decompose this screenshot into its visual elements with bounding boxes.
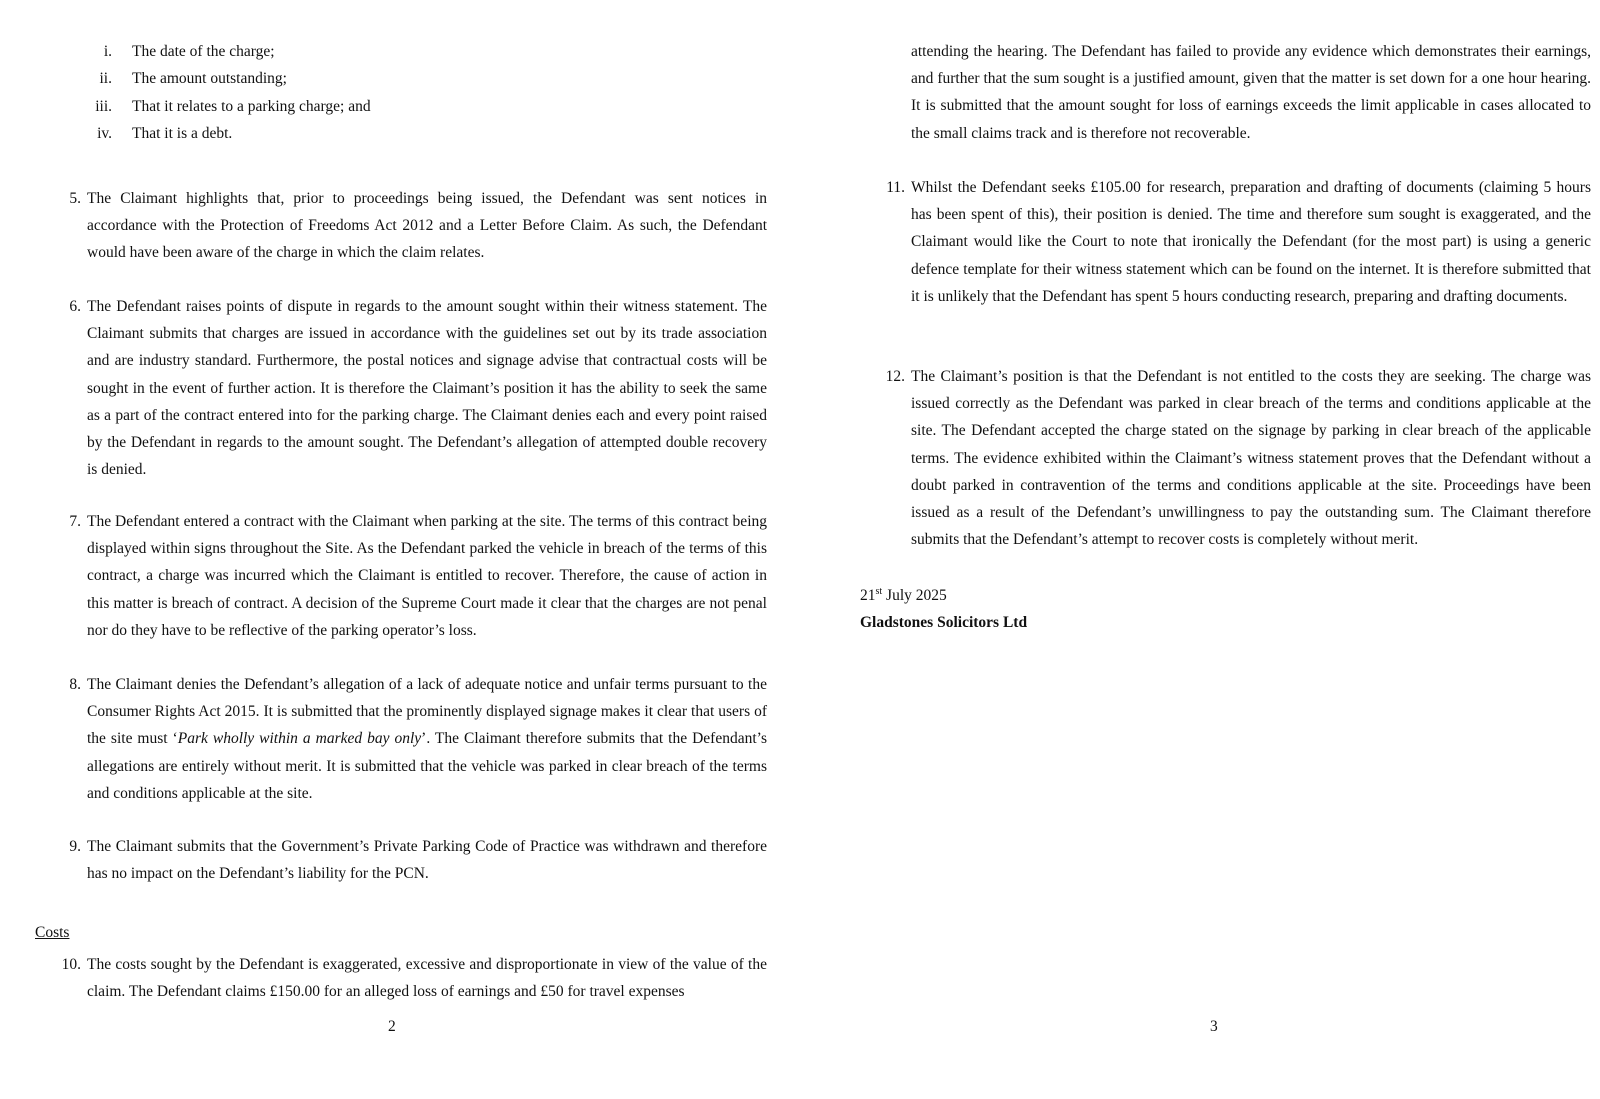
sub-item-text: The date of the charge; bbox=[132, 43, 275, 60]
paragraph-text bbox=[87, 671, 767, 807]
sub-item bbox=[80, 65, 760, 92]
document-date bbox=[860, 586, 947, 605]
signature-firm-name: Gladstones Solicitors Ltd bbox=[860, 614, 1028, 631]
paragraph-number: 12. bbox=[885, 368, 905, 385]
paragraph-12 bbox=[885, 363, 1591, 553]
paragraph-11 bbox=[886, 174, 1591, 310]
page-number: 2 bbox=[388, 1018, 396, 1035]
paragraph-text: attending the hearing. The Defendant has failed to provide any evidence which demonstrates their earnings, and further that the sum sought is a justified amount, given that the matter is set down for a one hour hearing. It is submitted that the amount sought for loss of earnings exceeds the limit applicable in cases allocated to the small claims track and is therefore not recoverable. bbox=[911, 43, 1591, 142]
paragraph-number: 7. bbox=[69, 513, 81, 530]
date-day-suffix: st bbox=[875, 586, 883, 597]
costs-heading: Costs bbox=[35, 924, 70, 941]
paragraph-6 bbox=[69, 293, 767, 483]
paragraph-5 bbox=[69, 185, 767, 267]
paragraph-number: 11. bbox=[886, 179, 905, 196]
page-3 bbox=[800, 0, 1600, 1099]
paragraph-text-start: The Claimant denies the Defendant’s allegation of a lack of adequate notice and unfair terms pursuant to the Consumer Rights Act 2015. It is submitted that the prominently displayed signage makes it clear that users of the site must ‘ bbox=[87, 676, 767, 748]
page-number: 3 bbox=[1210, 1018, 1218, 1035]
sub-item bbox=[80, 38, 760, 65]
sub-item-number: ii. bbox=[99, 70, 112, 88]
sub-item-text: That it is a debt. bbox=[132, 125, 233, 143]
sub-item-number: i. bbox=[103, 43, 112, 60]
paragraph-7 bbox=[69, 508, 767, 644]
paragraph-10 bbox=[61, 951, 767, 1005]
paragraph-9 bbox=[69, 833, 767, 887]
sub-item bbox=[80, 120, 760, 147]
paragraph-text-end: ’. The Claimant therefore submits that the Defendant’s allegations are entirely without merit. It is submitted that the vehicle was parked in clear breach of the terms and conditions applicable at the site. bbox=[87, 730, 767, 802]
paragraph-text: The Claimant’s position is that the Defendant is not entitled to the costs they are seeking. The charge was issued correctly as the Defendant was parked in clear breach of the terms and conditions applicable at the site. The Defendant accepted the charge stated on the signage by parking in clear breach of the applicable terms. The evidence exhibited within the Claimant’s witness statement proves that the Defendant without a doubt parked in contravention of the terms and conditions applicable at the site. Proceedings have been issued as a result of the Defendant’s unwillingness to pay the outstanding sum. The Claimant therefore submits that the Defendant’s attempt to recover costs is completely without merit. bbox=[911, 368, 1591, 549]
sub-item-number: iii. bbox=[95, 97, 112, 115]
paragraph-10-continued bbox=[911, 38, 1591, 147]
paragraph-text: The Claimant submits that the Government’s Private Parking Code of Practice was withdrawn and therefore has no impact on the Defendant’s liability for the PCN. bbox=[87, 838, 767, 883]
paragraph-text: The Claimant highlights that, prior to proceedings being issued, the Defendant was sent notices in accordance with the Protection of Freedoms Act 2012 and a Letter Before Claim. As such, the Defendant would have been aware of the charge in which the claim relates. bbox=[87, 190, 767, 262]
sub-item-list bbox=[80, 38, 760, 148]
quoted-sign-text: Park wholly within a marked bay only bbox=[177, 730, 422, 748]
date-day: 21 bbox=[860, 587, 876, 605]
paragraph-number: 5. bbox=[69, 190, 81, 207]
paragraph-8 bbox=[69, 671, 767, 807]
paragraph-number: 9. bbox=[69, 838, 81, 855]
paragraph-number: 8. bbox=[69, 676, 81, 693]
sub-item-text: The amount outstanding; bbox=[132, 70, 287, 88]
paragraph-text: The costs sought by the Defendant is exaggerated, excessive and disproportionate in view of the value of the claim. The Defendant claims £150.00 for an alleged loss of earnings and £50 for travel expenses bbox=[87, 956, 767, 1001]
date-rest: July 2025 bbox=[882, 587, 947, 605]
paragraph-number: 10. bbox=[61, 956, 81, 973]
paragraph-text: The Defendant raises points of dispute in regards to the amount sought within their witness statement. The Claimant submits that charges are issued in accordance with the guidelines set out by its trade association and are industry standard. Furthermore, the postal notices and signage advise that contractual costs will be sought in the event of further action. It is therefore the Claimant’s position it has the ability to seek the same as a part of the contract entered into for the parking charge. The Claimant denies each and every point raised by the Defendant in regards to the amount sought. The Defendant’s allegation of attempted double recovery is denied. bbox=[87, 298, 767, 479]
sub-item-text: That it relates to a parking charge; and bbox=[132, 97, 371, 115]
paragraph-text: Whilst the Defendant seeks £105.00 for research, preparation and drafting of documents (claiming 5 hours has been spent of this), their position is denied. The time and therefore sum sought is exaggerated, and the Claimant would like the Court to note that ironically the Defendant (for the most part) is using a generic defence template for their witness statement which can be found on the internet. It is therefore submitted that it is unlikely that the Defendant has spent 5 hours conducting research, preparing and drafting documents. bbox=[911, 179, 1591, 305]
sub-item bbox=[80, 93, 760, 120]
paragraph-text: The Defendant entered a contract with the Claimant when parking at the site. The terms of this contract being displayed within signs throughout the Site. As the Defendant parked the vehicle in breach of the terms of this contract, a charge was incurred which the Claimant is entitled to recover. Therefore, the cause of action in this matter is breach of contract. A decision of the Supreme Court made it clear that the charges are not penal nor do they have to be reflective of the parking operator’s loss. bbox=[87, 513, 767, 639]
sub-item-number: iv. bbox=[97, 125, 112, 143]
paragraph-number: 6. bbox=[69, 298, 81, 315]
